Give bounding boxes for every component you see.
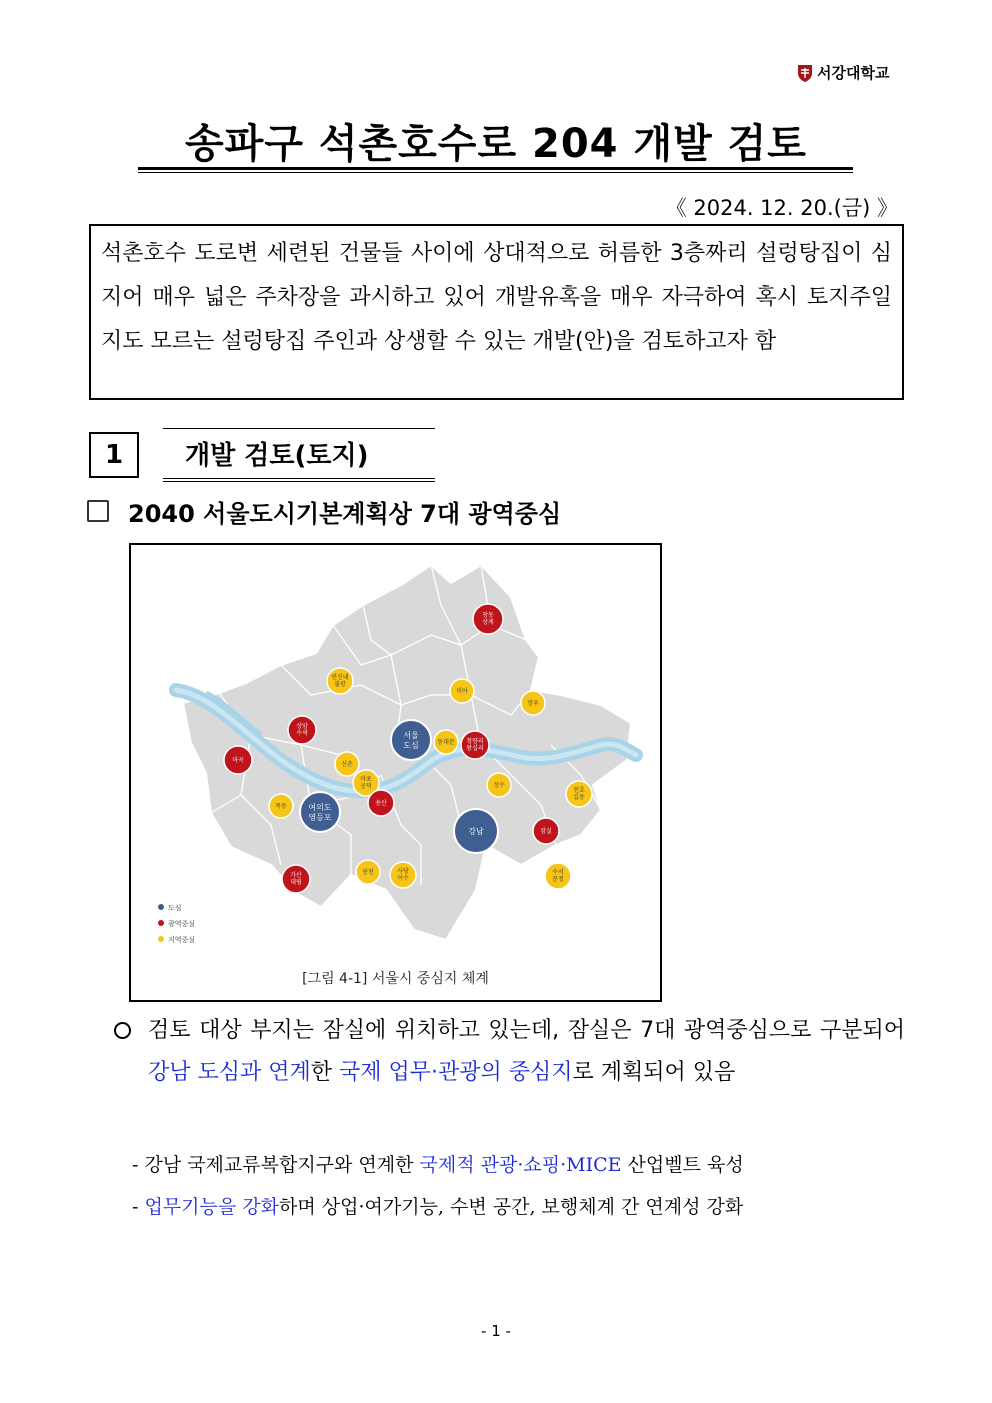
city-center-marker (391, 720, 431, 760)
local-hub-label: 봉천 (362, 869, 374, 876)
local-hub-label: 성수 (493, 782, 505, 789)
regional-hub-label: 청량리 (466, 738, 484, 745)
summary-text: 석촌호수 도로변 세련된 건물들 사이에 상대적으로 허름한 3층짜리 설렁탕집이 심지어 매우 넓은 주차장을 과시하고 있어 개발유혹을 매우 자극하여 혹시 토지주일지도 모르는 설렁탕집 주인과 상생할 수 있는 개발(안)을 검토하고자 함 (101, 241, 892, 354)
svg-text:왕십리: 왕십리 (466, 745, 484, 752)
summary-box (89, 224, 904, 400)
section-title-box (163, 428, 435, 479)
svg-text:문정: 문정 (552, 876, 564, 883)
svg-text:공덕: 공덕 (360, 783, 372, 790)
city-center-label: 강남 (468, 827, 484, 836)
local-hub-label: 목동 (275, 803, 287, 810)
svg-text:불광: 불광 (334, 681, 346, 688)
svg-text:영등포: 영등포 (308, 813, 332, 822)
title-underline-thick (138, 167, 853, 170)
dash-item-2 (132, 1192, 743, 1219)
local-hub-label: 망우 (527, 700, 539, 707)
logo-text: 서강대학교 (817, 64, 890, 82)
city-center-marker (300, 792, 340, 832)
circle-bullet-icon (114, 1022, 131, 1039)
city-center-label: 서울 (403, 731, 419, 740)
section-number-box: 1 (89, 432, 139, 478)
section-title: 개발 검토(토지) (185, 441, 369, 471)
para-text-1: 검토 대상 부지는 잠실에 위치하고 있는데, 잠실은 7대 광역중심으로 구분되어 (148, 1018, 905, 1043)
dash-item-1-highlight: 국제적 관광·쇼핑·MICE (419, 1154, 622, 1176)
seoul-map (131, 545, 660, 965)
shield-emblem-icon (797, 63, 813, 83)
square-bullet-icon (87, 500, 109, 522)
local-hub-label: 천호 (573, 787, 585, 794)
legend-gwangyeok-label: 광역중심 (168, 920, 196, 928)
legend-gwangyeok-dot (158, 920, 164, 926)
map-legend (158, 903, 195, 944)
para-highlight-international: 국제 업무·관광의 중심지 (339, 1060, 573, 1085)
local-hub-label: 동대문 (437, 739, 455, 746)
dash-item-2-highlight: 업무기능을 강화 (144, 1196, 279, 1218)
para-text-2: 한 (310, 1060, 340, 1085)
svg-text:길동: 길동 (573, 794, 585, 801)
dash-item-2-suffix: 하며 상업·여가기능, 수변 공간, 보행체계 간 연계성 강화 (279, 1196, 744, 1218)
dash-item-1-suffix: 산업벨트 육성 (621, 1154, 744, 1176)
svg-text:도심: 도심 (403, 741, 419, 750)
legend-dosim-dot (158, 904, 164, 910)
para-highlight-gangnam: 강남 도심과 연계 (148, 1060, 311, 1085)
local-hub-label: 미아 (456, 688, 468, 695)
city-center-label: 여의도 (308, 803, 332, 812)
regional-hub-label: 가산 (290, 872, 302, 879)
title-underline-thin (138, 172, 853, 173)
legend-jiyeok-label: 지역중심 (168, 936, 196, 944)
legend-jiyeok-dot (158, 936, 164, 942)
dash-item-1-prefix: - 강남 국제교류복합지구와 연계한 (132, 1154, 420, 1176)
page-number: - 1 - (481, 1322, 511, 1340)
legend-dosim-label: 도심 (168, 904, 182, 912)
svg-text:상계: 상계 (482, 619, 494, 626)
local-hub-label: 연신내 (331, 674, 349, 681)
figure-caption: [그림 4-1] 서울시 중심지 체계 (302, 971, 489, 987)
dash-item-2-prefix: - (132, 1196, 145, 1218)
local-hub-label: 사당 (397, 868, 409, 875)
para-text-3: 로 계획되어 있음 (572, 1060, 736, 1085)
regional-hub-label: 용산 (375, 800, 387, 807)
svg-text:이수: 이수 (397, 875, 409, 882)
svg-text:수색: 수색 (296, 730, 308, 737)
seoul-center-map-figure (129, 543, 662, 1002)
local-hub-label: 수서 (552, 869, 564, 876)
document-title: 송파구 석촌호수로 204 개발 검토 (185, 121, 807, 167)
local-hub-label: 신촌 (341, 761, 353, 768)
regional-hub-label: 창동 (482, 612, 494, 619)
subheading: 2040 서울도시기본계획상 7대 광역중심 (128, 500, 562, 528)
local-hub-label: 마포 (360, 776, 372, 783)
document-date: 《 2024. 12. 20.(금) 》 (665, 196, 898, 220)
university-logo (797, 62, 889, 83)
svg-text:대림: 대림 (290, 879, 302, 886)
regional-hub-label: 잠실 (540, 828, 552, 835)
dash-item-1 (132, 1150, 744, 1177)
regional-hub-label: 마곡 (232, 757, 244, 764)
regional-hub-label: 상암 (296, 723, 308, 730)
analysis-paragraph (148, 1010, 905, 1094)
